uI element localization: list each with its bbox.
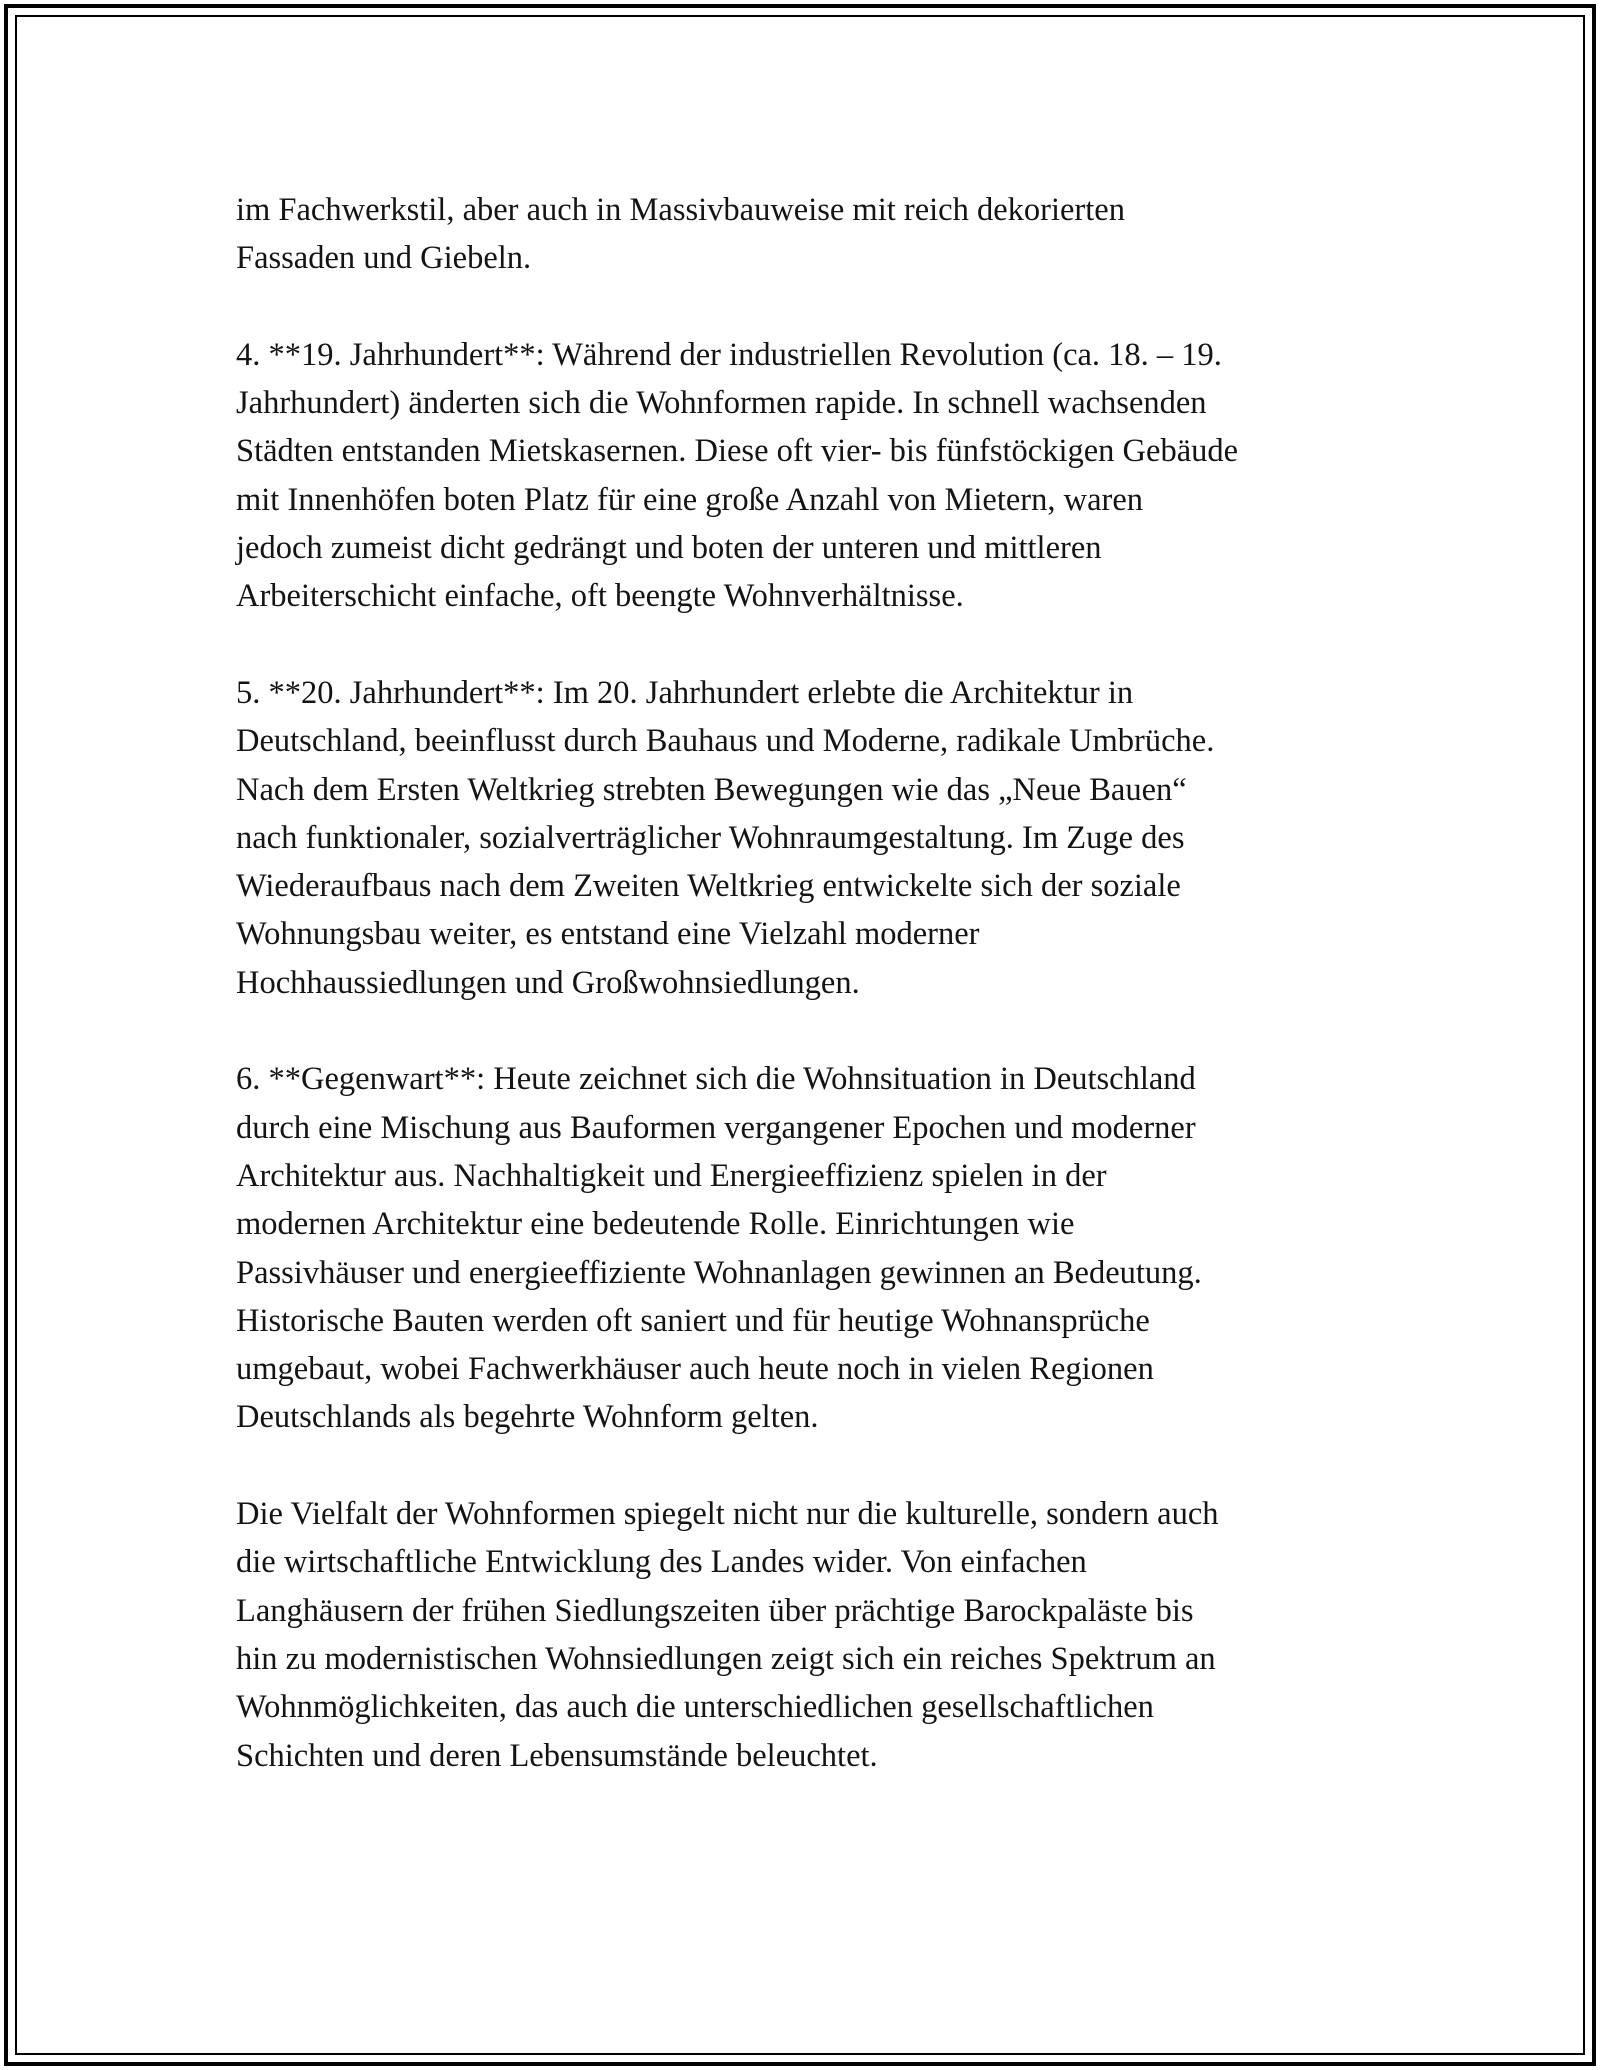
text-line: Deutschland, beeinflusst durch Bauhaus und Moderne, radikale Umbrüche. [236,723,1215,760]
text-line: Passivhäuser und energieeffiziente Wohnanlagen gewinnen an Bedeutung. [236,1254,1202,1291]
document-body [236,186,1386,1828]
paragraph-item-6-gegenwart [236,1055,1386,1441]
text-line: 4. **19. Jahrhundert**: Während der industriellen Revolution (ca. 18. – 19. [236,336,1222,373]
paragraph-item-4-19-jahrhundert [236,331,1386,621]
text-line: Wohnungsbau weiter, es entstand eine Vielzahl moderner [236,916,980,953]
text-line: Jahrhundert) änderten sich die Wohnformen rapide. In schnell wachsenden [236,385,1207,422]
text-line: Arbeiterschicht einfache, oft beengte Wohnverhältnisse. [236,578,964,615]
text-line: 5. **20. Jahrhundert**: Im 20. Jahrhundert erlebte die Architektur in [236,674,1134,711]
text-line: umgebaut, wobei Fachwerkhäuser auch heute noch in vielen Regionen [236,1351,1154,1388]
text-line: Die Vielfalt der Wohnformen spiegelt nicht nur die kulturelle, sondern auch [236,1496,1219,1533]
paragraph-conclusion [236,1490,1386,1780]
text-line: modernen Architektur eine bedeutende Rolle. Einrichtungen wie [236,1206,1075,1243]
text-line: Langhäusern der frühen Siedlungszeiten über prächtige Barockpaläste bis [236,1592,1194,1629]
text-line: die wirtschaftliche Entwicklung des Landes wider. Von einfachen [236,1544,1087,1581]
text-line: Wiederaufbaus nach dem Zweiten Weltkrieg entwickelte sich der soziale [236,868,1181,905]
text-line: jedoch zumeist dicht gedrängt und boten der unteren und mittleren [236,530,1102,567]
text-line: hin zu modernistischen Wohnsiedlungen zeigt sich ein reiches Spektrum an [236,1640,1216,1677]
text-line: Architektur aus. Nachhaltigkeit und Energieeffizienz spielen in der [236,1157,1107,1194]
text-line: Historische Bauten werden oft saniert und für heutige Wohnansprüche [236,1302,1150,1339]
text-line: Städten entstanden Mietskasernen. Diese oft vier- bis fünfstöckigen Gebäude [236,433,1239,470]
text-line: Wohnmöglichkeiten, das auch die unterschiedlichen gesellschaftlichen [236,1689,1154,1726]
text-line: Nach dem Ersten Weltkrieg strebten Bewegungen wie das „Neue Bauen“ [236,771,1187,808]
text-line: durch eine Mischung aus Bauformen vergangener Epochen und moderner [236,1109,1196,1146]
text-line: mit Innenhöfen boten Platz für eine große Anzahl von Mietern, waren [236,481,1144,518]
text-line: Hochhaussiedlungen und Großwohnsiedlungen. [236,964,860,1001]
text-line: Deutschlands als begehrte Wohnform gelten. [236,1399,819,1436]
text-line: nach funktionaler, sozialverträglicher Wohnraumgestaltung. Im Zuge des [236,819,1185,856]
text-line: im Fachwerkstil, aber auch in Massivbauweise mit reich dekorierten [236,192,1125,228]
paragraph-item-5-20-jahrhundert [236,669,1386,1007]
paragraph-fachwerk-continuation [236,186,1386,283]
text-line: Schichten und deren Lebensumstände beleuchtet. [236,1737,878,1774]
text-line: 6. **Gegenwart**: Heute zeichnet sich die Wohnsituation in Deutschland [236,1061,1196,1098]
text-line: Fassaden und Giebeln. [236,240,532,277]
